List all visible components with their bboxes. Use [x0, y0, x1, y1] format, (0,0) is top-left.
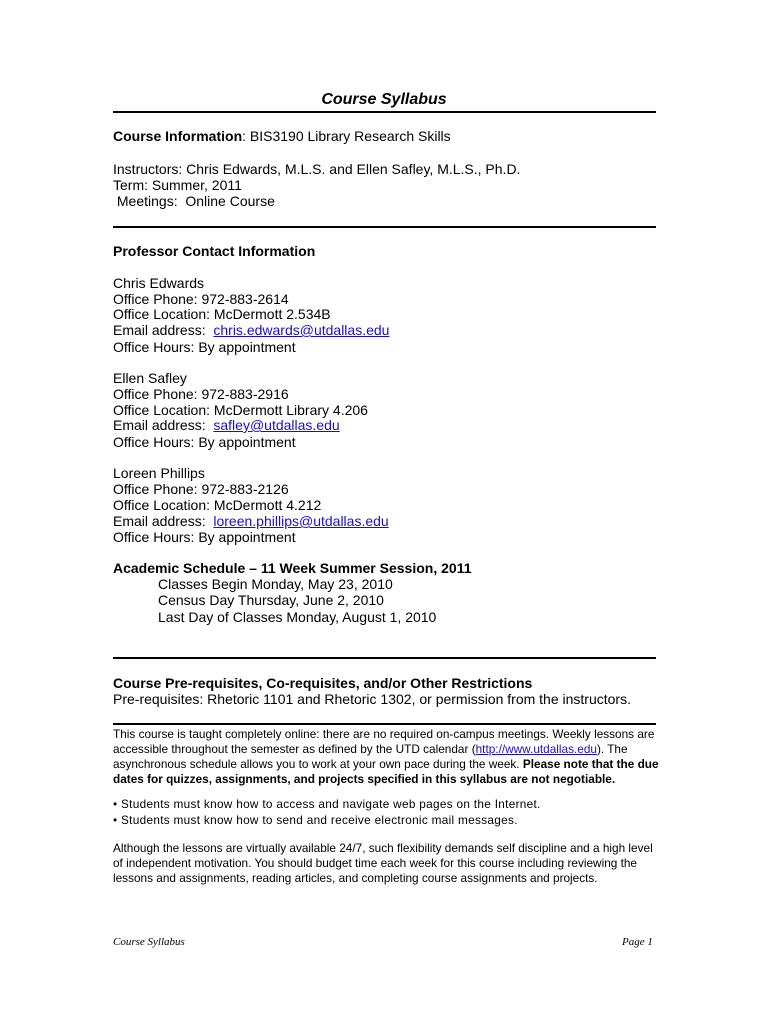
course-info-line [113, 128, 451, 144]
office-phone: Office Phone: 972-883-2916 [113, 386, 289, 402]
course-info-value: : BIS3190 Library Research Skills [242, 128, 451, 144]
motivation-paragraph: Although the lessons are virtually available 24/7, such flexibility demands self discipline and a high level of independent motivation. You should budget time each week for this course including reviewing the lessons and assignments, reading articles, and completing course assignments and projects. [113, 841, 653, 885]
email-line [113, 513, 389, 529]
title-rule [113, 111, 656, 113]
email-link[interactable]: chris.edwards@utdallas.edu [213, 322, 390, 338]
section-rule [113, 723, 656, 725]
requirement-bullet: • Students must know how to access and navigate web pages on the Internet. [113, 797, 541, 811]
office-location: Office Location: McDermott 4.212 [113, 497, 322, 513]
professor-name: Ellen Safley [113, 370, 187, 386]
page-number: Page 1 [622, 936, 653, 948]
office-phone: Office Phone: 972-883-2614 [113, 291, 289, 307]
email-line [113, 417, 340, 433]
email-label: Email address: [113, 417, 214, 433]
prereq-heading: Course Pre-requisites, Co-requisites, and/or Other Restrictions [113, 675, 533, 691]
professor-name: Chris Edwards [113, 275, 205, 291]
prereq-text: Pre-requisites: Rhetoric 1101 and Rhetoric 1302, or permission from the instructors. [113, 691, 631, 707]
schedule-item: Classes Begin Monday, May 23, 2010 [158, 576, 393, 592]
schedule-heading: Academic Schedule – 11 Week Summer Session, 2011 [113, 560, 472, 576]
schedule-item: Census Day Thursday, June 2, 2010 [158, 592, 384, 608]
section-rule [113, 226, 656, 228]
course-info-label: Course Information [113, 128, 243, 144]
utd-link[interactable]: http://www.utdallas.edu [475, 742, 597, 756]
online-paragraph [113, 727, 661, 787]
email-line [113, 322, 389, 338]
office-hours: Office Hours: By appointment [113, 529, 296, 545]
due-dates-notice: Please note that the due dates for quizzes, assignments, and projects specified in this syllabus are not negotiable. [113, 757, 659, 786]
email-label: Email address: [113, 513, 214, 529]
office-location: Office Location: McDermott 2.534B [113, 306, 331, 322]
online-text-a: This course is taught completely online: there are no required on-campus meetings. Weekly lessons are accessible throughout the semester as defined by the UTD calendar ( [113, 727, 655, 756]
footer-title: Course Syllabus [113, 936, 185, 948]
requirement-bullet: • Students must know how to send and receive electronic mail messages. [113, 813, 518, 827]
contact-heading: Professor Contact Information [113, 243, 316, 259]
email-label: Email address: [113, 322, 214, 338]
schedule-item: Last Day of Classes Monday, August 1, 2010 [158, 609, 437, 625]
office-hours: Office Hours: By appointment [113, 339, 296, 355]
term-line: Term: Summer, 2011 [113, 177, 242, 193]
office-location: Office Location: McDermott Library 4.206 [113, 402, 368, 418]
section-rule [113, 657, 656, 659]
instructors-line: Instructors: Chris Edwards, M.L.S. and Ellen Safley, M.L.S., Ph.D. [113, 161, 521, 177]
professor-name: Loreen Phillips [113, 465, 205, 481]
office-phone: Office Phone: 972-883-2126 [113, 481, 289, 497]
meetings-line: Meetings: Online Course [113, 193, 275, 209]
online-text-b: ). The asynchronous schedule allows you to work at your own pace during the week. [113, 742, 628, 771]
page-title: Course Syllabus [321, 91, 447, 108]
office-hours: Office Hours: By appointment [113, 434, 296, 450]
email-link[interactable]: loreen.phillips@utdallas.edu [213, 513, 389, 529]
email-link[interactable]: safley@utdallas.edu [213, 417, 340, 433]
